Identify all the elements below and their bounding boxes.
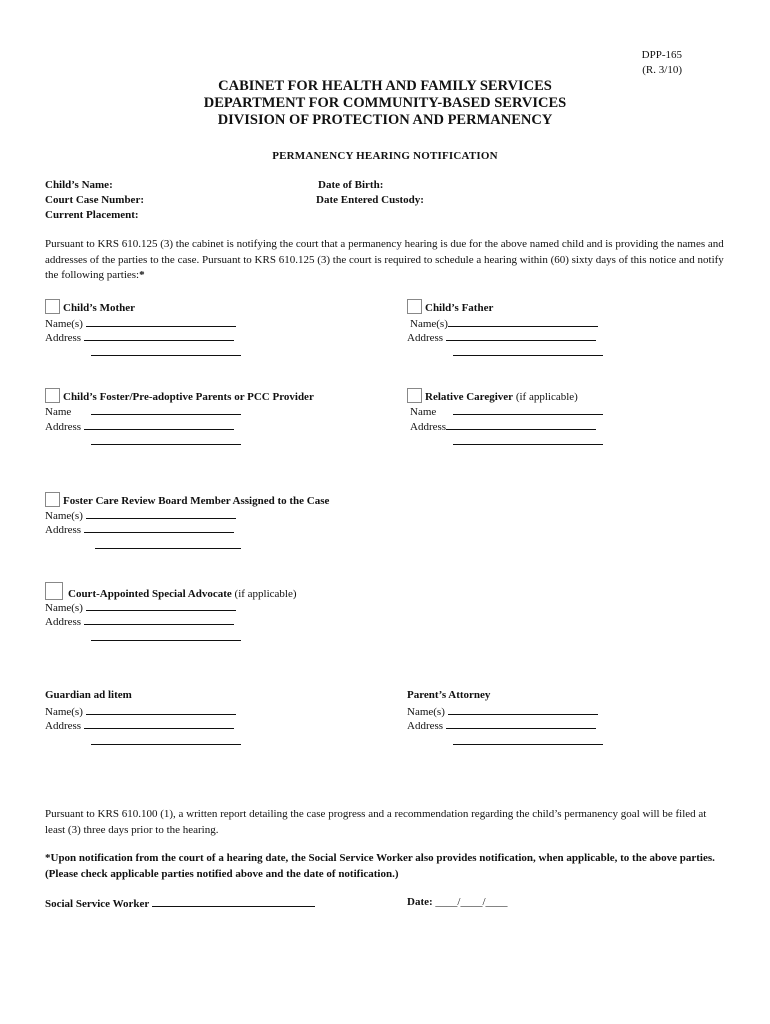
name-label: Name <box>410 406 437 418</box>
casa-address-field-2[interactable] <box>91 629 241 641</box>
foster-address-row-2 <box>91 433 241 450</box>
fcrb-address-row <box>45 521 234 538</box>
relative-address-field-2[interactable] <box>453 433 603 445</box>
father-section <box>407 299 493 316</box>
attorney-address-field-2[interactable] <box>453 733 603 745</box>
casa-address-row-2 <box>91 629 241 646</box>
form-id <box>642 48 682 78</box>
relative-address-row-2 <box>453 433 603 450</box>
name-label: Name(s) <box>410 318 448 330</box>
mother-address-field[interactable] <box>84 329 234 341</box>
notice-paragraph: *Upon notification from the court of a hearing date, the Social Service Worker also provides notification, when applicable, to the above parties. (Please check applicable parties notified above and the date of notification.) <box>45 852 715 880</box>
address-label: Address <box>407 720 444 732</box>
father-checkbox[interactable] <box>407 299 422 314</box>
fcrb-address-field-2[interactable] <box>95 537 241 549</box>
address-label: Address <box>45 616 82 628</box>
foster-checkbox[interactable] <box>45 388 60 403</box>
form-number: DPP-165 <box>641 49 682 61</box>
name-label: Name(s) <box>45 510 83 522</box>
mother-address-field-2[interactable] <box>91 344 241 356</box>
address-label: Address <box>45 421 82 433</box>
attorney-label: Parent’s Attorney <box>407 689 491 701</box>
header-line-3: DIVISION OF PROTECTION AND PERMANENCY <box>217 112 553 128</box>
gal-label: Guardian ad litem <box>45 689 132 701</box>
casa-address-row <box>45 613 234 630</box>
father-name-field[interactable] <box>448 315 598 327</box>
court-case-number-label: Court Case Number: <box>45 194 144 206</box>
date-field[interactable]: ____/____/____ <box>435 896 508 908</box>
address-label: Address <box>410 421 447 433</box>
mother-checkbox[interactable] <box>45 299 60 314</box>
attorney-name-field[interactable] <box>448 703 598 715</box>
date-entered-custody-label: Date Entered Custody: <box>316 194 424 206</box>
casa-name-field[interactable] <box>86 599 236 611</box>
date-of-birth-label: Date of Birth: <box>318 179 384 191</box>
address-label: Address <box>407 332 444 344</box>
fcrb-checkbox[interactable] <box>45 492 60 507</box>
worker-label: Social Service Worker <box>45 898 150 910</box>
name-label: Name(s) <box>45 706 83 718</box>
relative-checkbox[interactable] <box>407 388 422 403</box>
attorney-address-field[interactable] <box>446 717 596 729</box>
casa-label: Court-Appointed Special Advocate <box>68 588 232 600</box>
intro-paragraph <box>45 237 725 284</box>
gal-address-row <box>45 717 234 734</box>
casa-address-field[interactable] <box>84 613 234 625</box>
fcrb-name-field[interactable] <box>86 507 236 519</box>
worker-signature-field[interactable] <box>152 895 315 907</box>
mother-label: Child’s Mother <box>63 302 136 314</box>
mother-section <box>45 299 135 316</box>
father-address-row-2 <box>453 344 603 361</box>
foster-name-field[interactable] <box>91 403 241 415</box>
mother-name-field[interactable] <box>86 315 236 327</box>
father-address-field[interactable] <box>446 329 596 341</box>
casa-note: (if applicable) <box>234 588 297 600</box>
agency-header <box>0 78 770 129</box>
relative-address-field[interactable] <box>446 418 596 430</box>
foster-address-field[interactable] <box>84 418 234 430</box>
form-revision: (R. 3/10) <box>642 64 682 76</box>
asterisk-mark: * <box>139 269 145 281</box>
fcrb-address-row-2 <box>95 537 241 554</box>
name-label: Name <box>45 406 72 418</box>
name-label: Name(s) <box>45 602 83 614</box>
date-label: Date: <box>407 896 433 908</box>
gal-name-field[interactable] <box>86 703 236 715</box>
address-label: Address <box>45 720 82 732</box>
intro-text: Pursuant to KRS 610.125 (3) the cabinet is notifying the court that a permanency hearing is due for the above named child and is providing the names and addresses of the parties to the case. Pursuant to KRS 610.125 (3) the court is required to schedule a hearing within (60) sixty days of this notice and notify the following parties: <box>45 238 724 281</box>
attorney-address-row <box>407 717 596 734</box>
form-title: PERMANENCY HEARING NOTIFICATION <box>272 150 498 162</box>
child-name-label: Child’s Name: <box>45 179 113 191</box>
gal-address-field[interactable] <box>84 717 234 729</box>
worker-row <box>45 895 315 912</box>
address-label: Address <box>45 332 82 344</box>
header-line-2: DEPARTMENT FOR COMMUNITY-BASED SERVICES <box>203 95 567 111</box>
attorney-address-row-2 <box>453 733 603 750</box>
foster-address-field-2[interactable] <box>91 433 241 445</box>
current-placement-label: Current Placement: <box>45 209 139 221</box>
address-label: Address <box>45 524 82 536</box>
mother-address-row-2 <box>91 344 241 361</box>
header-line-1: CABINET FOR HEALTH AND FAMILY SERVICES <box>218 78 552 94</box>
father-label: Child’s Father <box>425 302 494 314</box>
foster-label: Child’s Foster/Pre-adoptive Parents or PCC Provider <box>63 391 314 403</box>
fcrb-address-field[interactable] <box>84 521 234 533</box>
name-label: Name(s) <box>407 706 445 718</box>
gal-address-row-2 <box>91 733 241 750</box>
relative-note: (if applicable) <box>515 391 578 403</box>
name-label: Name(s) <box>45 318 83 330</box>
casa-checkbox[interactable] <box>45 582 63 600</box>
report-paragraph: Pursuant to KRS 610.100 (1), a written report detailing the case progress and a recommendation regarding the child’s permanency goal will be filed at least (3) three days prior to the hearing. <box>45 808 707 836</box>
father-address-field-2[interactable] <box>453 344 603 356</box>
relative-label: Relative Caregiver <box>425 391 514 403</box>
date-row <box>407 895 508 910</box>
relative-name-field[interactable] <box>453 403 603 415</box>
gal-address-field-2[interactable] <box>91 733 241 745</box>
fcrb-label: Foster Care Review Board Member Assigned to the Case <box>63 495 330 507</box>
